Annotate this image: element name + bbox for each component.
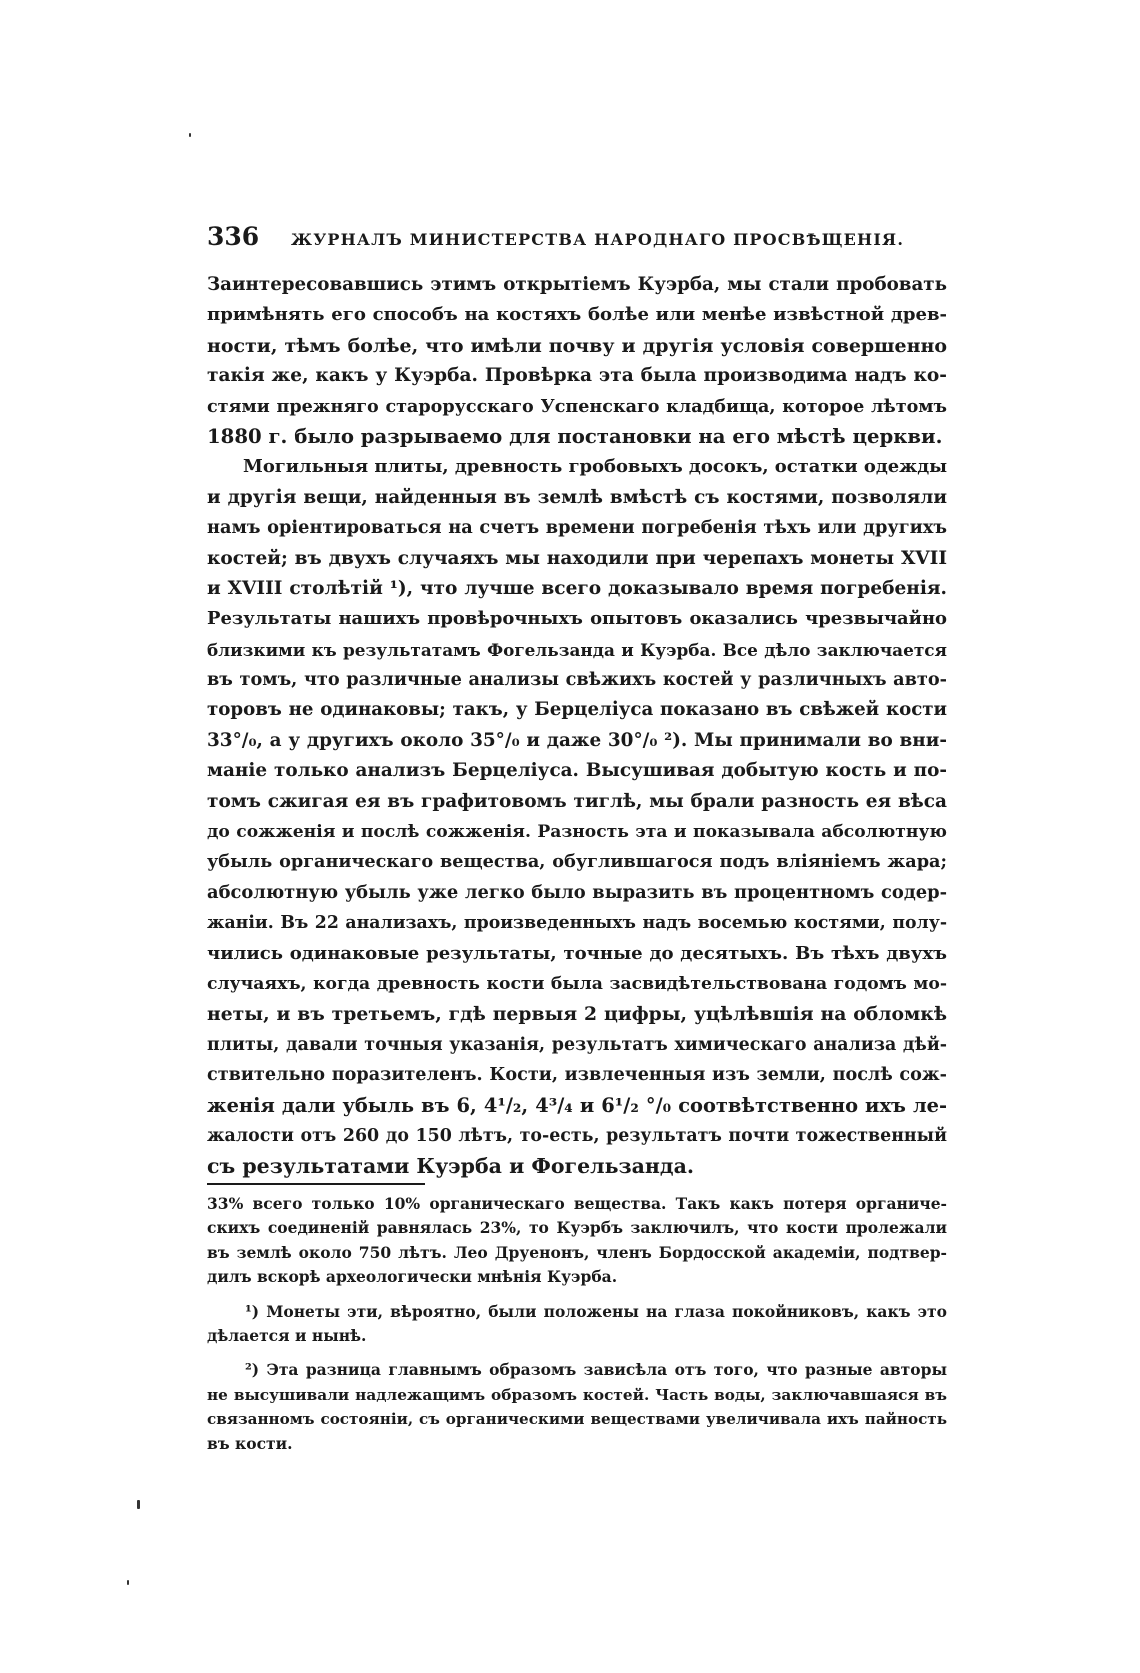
text-line: томъ сжигая ея въ графитовомъ тиглѣ, мы брали разность ея вѣса [207, 790, 947, 812]
footnote-line: скихъ соединеній равнялась 23%, то Куэрбъ заключилъ, что кости пролежали [207, 1218, 947, 1238]
text-line: такія же, какъ у Куэрба. Провѣрка эта была производима надъ ко- [207, 365, 947, 387]
text-line: до сожженія и послѣ сожженія. Разность эта и показывала абсолютную [207, 822, 947, 843]
footnote-line: дилъ вскорѣ археологически мнѣнія Куэрба. [207, 1267, 618, 1287]
text-line: жалости отъ 260 до 150 лѣтъ, то-есть, результатъ почти тожественный [207, 1125, 947, 1146]
page-header [207, 222, 947, 251]
body-text [207, 270, 947, 1182]
paragraph-2 [207, 452, 947, 1181]
footnote-line: не высушивали надлежащимъ образомъ костей. Часть воды, заключавшаяся въ [207, 1385, 947, 1404]
scan-speck [127, 1580, 129, 1585]
text-line: съ результатами Куэрба и Фогельзанда. [207, 1154, 694, 1179]
text-line: стями прежняго старорусскаго Успенскаго кладбища, которое лѣтомъ [207, 396, 947, 417]
text-line: неты, и въ третьемъ, гдѣ первыя 2 цифры, уцѣлѣвшія на обломкѣ [207, 1003, 947, 1026]
text-line: женія дали убыль въ 6, 4¹/₂, 4³/₄ и 6¹/₂ °/₀ соотвѣтственно ихъ ле- [207, 1093, 947, 1117]
scan-speck [189, 133, 191, 137]
text-line: торовъ не одинаковы; такъ, у Берцеліуса показано въ свѣжей кости [207, 699, 947, 721]
text-line: 1880 г. было разрываемо для постановки на его мѣстѣ церкви. [207, 424, 943, 448]
text-line: близкими къ результатамъ Фогельзанда и Куэрба. Все дѣло заключается [207, 639, 947, 660]
text-line: убыль органическаго вещества, обуглившагося подъ вліяніемъ жара; [207, 851, 947, 873]
text-line: ности, тѣмъ болѣе, что имѣли почву и другія условія совершенно [207, 334, 947, 357]
footnote-line: дѣлается и нынѣ. [207, 1325, 367, 1345]
page-number: 336 [207, 222, 260, 251]
text-line: ствительно поразителенъ. Кости, извлеченныя изъ земли, послѣ сож- [207, 1064, 947, 1086]
text-line: въ томъ, что различные анализы свѣжихъ костей у различныхъ авто- [207, 669, 947, 691]
footnote-line: связанномъ состояніи, съ органическими веществами увеличивала ихъ пайность [207, 1410, 947, 1429]
text-line: костей; въ двухъ случаяхъ мы находили при черепахъ монеты XVII [207, 547, 947, 569]
text-line: жаніи. Въ 22 анализахъ, произведенныхъ надъ восемью костями, полу- [207, 913, 947, 934]
footnote-line: 33% всего только 10% органическаго вещества. Такъ какъ потеря органиче- [207, 1194, 947, 1213]
text-line: намъ оріентироваться на счетъ времени погребенія тѣхъ или другихъ [207, 517, 947, 539]
scan-speck [137, 1500, 140, 1509]
footnote-divider [207, 1183, 425, 1185]
text-line: Могильныя плиты, древность гробовыхъ досокъ, остатки одежды [243, 456, 948, 478]
text-line: чились одинаковые результаты, точные до десятыхъ. Въ тѣхъ двухъ [207, 942, 947, 964]
text-line: маніе только анализъ Берцеліуса. Высушивая добытую кость и по- [207, 760, 947, 782]
footnote-line: въ кости. [207, 1433, 293, 1453]
footnote-line: ²) Эта разница главнымъ образомъ зависѣла отъ того, что разные авторы [245, 1360, 947, 1380]
text-line: примѣнять его способъ на костяхъ болѣе или менѣе извѣстной древ- [207, 304, 947, 326]
text-line: Результаты нашихъ провѣрочныхъ опытовъ оказались чрезвычайно [207, 608, 947, 630]
footnote-1 [207, 1300, 947, 1349]
text-line: плиты, давали точныя указанія, результатъ химическаго анализа дѣй- [207, 1034, 947, 1055]
footnote-continuation [207, 1192, 947, 1290]
text-line: 33°/₀, а у другихъ около 35°/₀ и даже 30°/₀ ²). Мы принимали во вни- [207, 729, 947, 751]
text-line: Заинтересовавшись этимъ открытіемъ Куэрба, мы стали пробовать [207, 274, 947, 295]
footnotes [207, 1192, 947, 1456]
footnote-line: въ землѣ около 750 лѣтъ. Лео Друенонъ, членъ Бордосской академіи, подтвер- [207, 1242, 947, 1262]
text-line: и XVIII столѣтій ¹), что лучше всего доказывало время погребенія. [207, 577, 947, 599]
paragraph-1 [207, 270, 947, 452]
text-line: случаяхъ, когда древность кости была засвидѣтельствована годомъ мо- [207, 973, 947, 994]
text-line: абсолютную убыль уже легко было выразить въ процентномъ содер- [207, 881, 947, 903]
footnote-line: ¹) Монеты эти, вѣроятно, были положены на глаза покойниковъ, какъ это [245, 1301, 947, 1321]
text-line: и другія вещи, найденныя въ землѣ вмѣстѣ съ костями, позволяли [207, 486, 947, 508]
footnote-2 [207, 1358, 947, 1456]
running-title: ЖУРНАЛЪ МИНИСТЕРСТВА НАРОДНАГО ПРОСВѢЩЕНІЯ. [291, 230, 905, 249]
